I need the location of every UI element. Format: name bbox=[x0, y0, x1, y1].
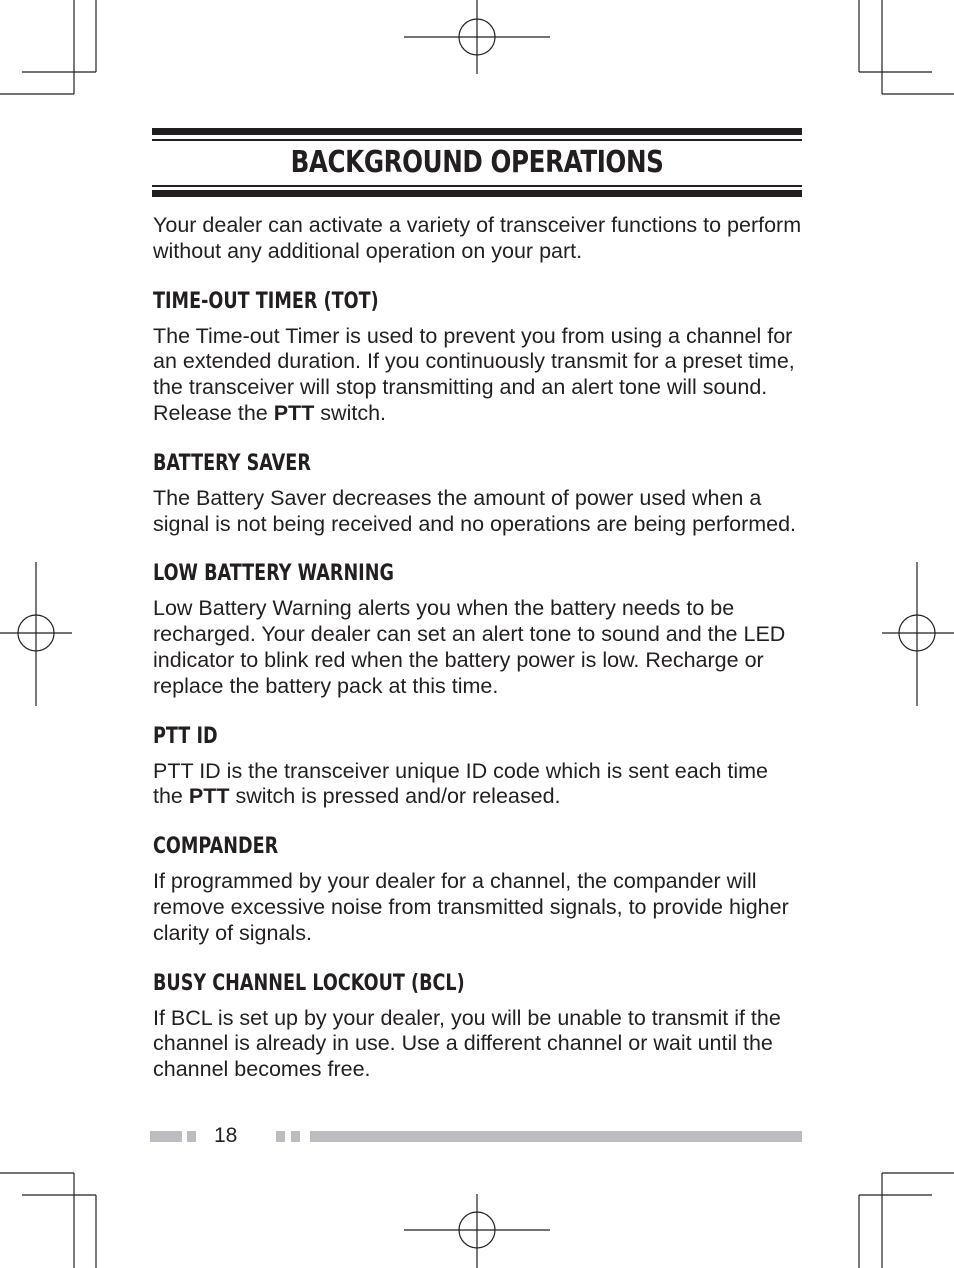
section-battery-saver bbox=[153, 450, 803, 538]
crop-mark-top-right bbox=[859, 0, 954, 94]
section-text-part: The Time-out Timer is used to prevent you from using a channel for an extended duration. If you continuously transmit for a preset time, the transceiver will stop transmitting and an alert tone will sound. Release the bbox=[153, 323, 795, 425]
section-text: If programmed by your dealer for a channel, the compander will remove excessive noise from transmitted signals, to provide higher clarity of signals. bbox=[153, 869, 789, 945]
title-rule-thin-top bbox=[152, 139, 802, 141]
section-text: If BCL is set up by your dealer, you will be unable to transmit if the channel is already in use. Use a different channel or wait until the channel becomes free. bbox=[153, 1005, 781, 1082]
registration-mark-left bbox=[0, 562, 72, 706]
title-rule-thick-top bbox=[152, 128, 802, 135]
section-text-part: switch. bbox=[314, 400, 387, 425]
section-text bbox=[153, 324, 803, 427]
footer-bar-segment bbox=[276, 1131, 285, 1142]
section-text: The Battery Saver decreases the amount of power used when a signal is not being received and no operations are being performed. bbox=[153, 485, 797, 536]
section-heading: BATTERY SAVER bbox=[153, 450, 311, 476]
section-text-part: switch is pressed and/or released. bbox=[229, 784, 561, 809]
registration-mark-bottom bbox=[404, 1194, 550, 1268]
footer-bar-segment bbox=[150, 1131, 182, 1142]
section-heading: TIME-OUT TIMER (TOT) bbox=[153, 288, 379, 314]
section-busy-channel-lockout bbox=[153, 970, 803, 1083]
footer-bar-segment bbox=[187, 1131, 196, 1142]
ptt-keyword: PTT bbox=[188, 784, 230, 809]
section-heading: LOW BATTERY WARNING bbox=[153, 561, 394, 587]
ptt-keyword: PTT bbox=[273, 400, 315, 425]
section-heading: COMPANDER bbox=[153, 834, 279, 860]
title-rule-thick-bottom bbox=[152, 190, 802, 197]
page-number: 18 bbox=[214, 1124, 238, 1147]
page-title: BACKGROUND OPERATIONS bbox=[290, 145, 664, 180]
title-rule-thin-bottom bbox=[152, 185, 802, 187]
section-ptt-id bbox=[153, 723, 803, 811]
intro-paragraph: Your dealer can activate a variety of transceiver functions to perform without any additional operation on your part. bbox=[153, 213, 802, 263]
page-footer bbox=[150, 1123, 802, 1149]
section-time-out-timer bbox=[153, 288, 803, 427]
section-text: Low Battery Warning alerts you when the battery needs to be recharged. Your dealer can set an alert tone to sound and the LED indicator to blink red when the battery power is low. Recharge or replace the battery pack at this time. bbox=[153, 596, 786, 698]
registration-mark-right bbox=[882, 562, 954, 706]
section-text-part: PTT ID is the transceiver unique ID code which is sent each time the bbox=[153, 758, 769, 809]
section-heading: BUSY CHANNEL LOCKOUT (BCL) bbox=[153, 970, 465, 996]
main-content bbox=[153, 213, 803, 1083]
crop-mark-top-left bbox=[0, 0, 96, 94]
registration-mark-top bbox=[404, 0, 550, 74]
section-low-battery-warning bbox=[153, 560, 803, 699]
crop-mark-bottom-right bbox=[859, 1173, 954, 1268]
footer-bar-segment bbox=[291, 1131, 300, 1142]
section-heading: PTT ID bbox=[153, 723, 218, 749]
section-text bbox=[153, 759, 803, 811]
title-band bbox=[152, 128, 802, 198]
section-compander bbox=[153, 833, 803, 946]
footer-bar bbox=[310, 1131, 802, 1142]
crop-mark-bottom-left bbox=[0, 1173, 96, 1268]
